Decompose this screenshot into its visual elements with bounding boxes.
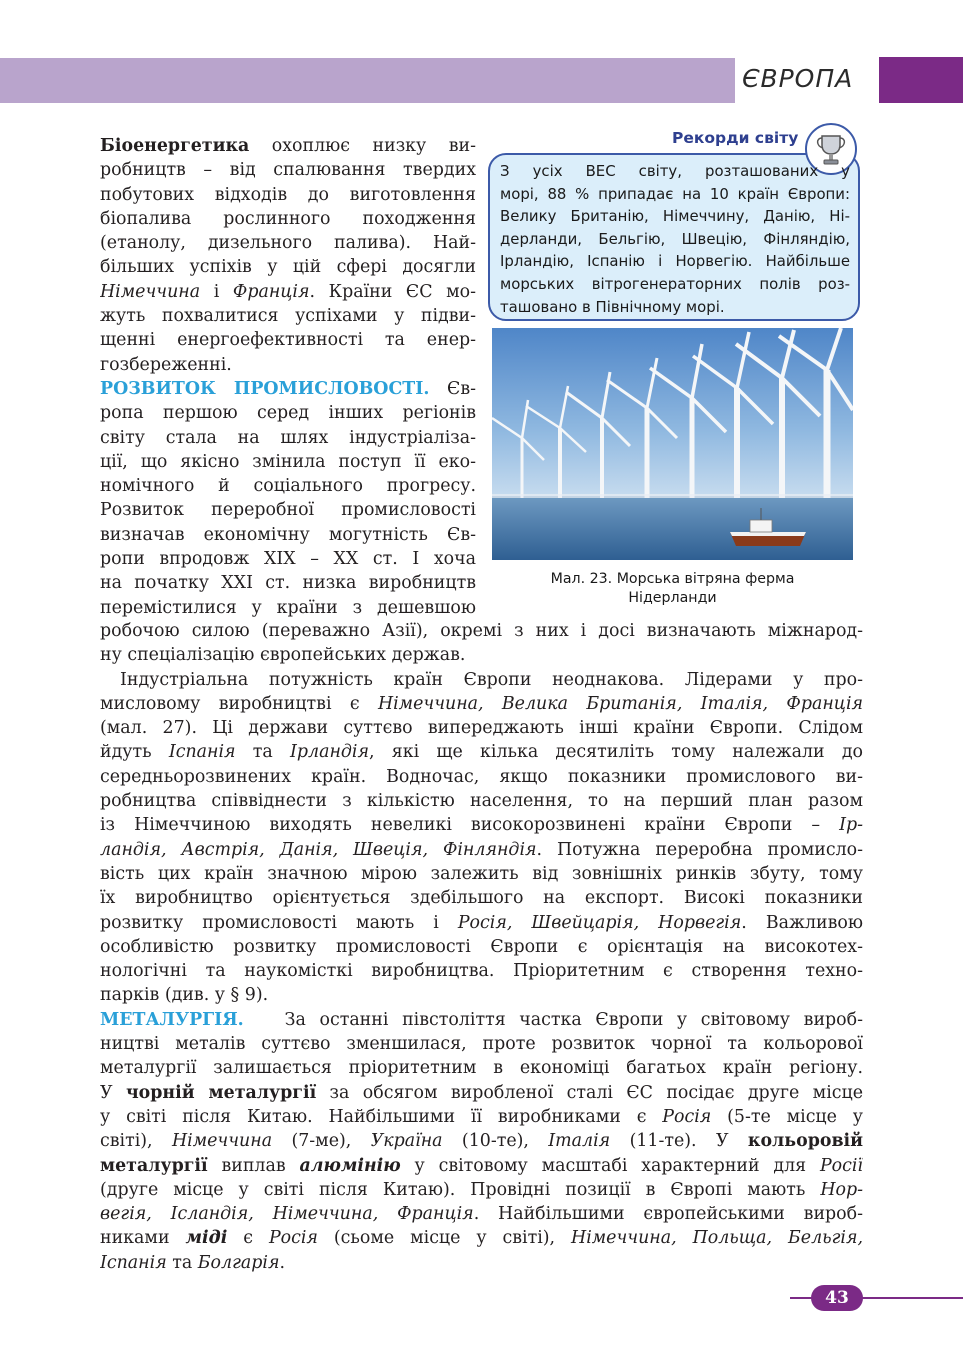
- text-line: нологічні та наукомісткі виробництва. Пріоритетним є створення техно-: [100, 961, 863, 982]
- main-text: [100, 619, 863, 1275]
- text-line: ропа першою серед інших регіонів: [100, 403, 476, 424]
- text-line: на початку XXI ст. низка виробництв: [100, 573, 476, 594]
- records-line: морських вітрогенераторних полів роз-: [500, 274, 850, 293]
- text-line: їх виробництво орієнтується здебільшого на експорт. Високі показники: [100, 888, 863, 909]
- text-line: світу стала на шлях індустріаліза-: [100, 427, 476, 448]
- text-line: ландія, Австрія, Данія, Швеція, Фінляндія. Потужна переробна промисло-: [100, 839, 863, 860]
- text-line: РОЗВИТОК ПРОМИСЛОВОСТІ. Єв-: [100, 378, 476, 399]
- text-line: вість цих країн значною мірою залежить від зовнішніх ринків збуту, тому: [100, 863, 863, 884]
- records-line: Велику Британію, Німеччину, Данію, Ні-: [500, 207, 850, 226]
- text-line: особливістю розвитку промисловості Європи є орієнтація на високотех-: [100, 936, 863, 957]
- text-line: ництві металів суттєво зменшилася, проте розвиток чорної та кольорової: [100, 1034, 863, 1055]
- text-line: МЕТАЛУРГІЯ. За останні півстоліття частка Європи у світовому вироб-: [100, 1009, 863, 1030]
- text-line: із Німеччиною виходять невеликі високорозвинені країни Європи – Ір-: [100, 815, 863, 836]
- text-line: визначав економічну могутність Єв-: [100, 524, 476, 545]
- records-line: З усіх ВЕС світу, розташованих у: [500, 162, 850, 180]
- text-line: жуть похвалитися успіхами у підви-: [100, 306, 476, 327]
- text-line: середньорозвинених країн. Водночас, якщо показники промислового ви-: [100, 766, 863, 787]
- text-line: ропи впродовж XIX – XX ст. І хоча: [100, 549, 476, 570]
- header-accent-block: [879, 57, 963, 103]
- text-line: Іспанія та Болгарія.: [100, 1252, 286, 1273]
- text-line: перемістилися у країни з дешевшою: [100, 597, 476, 618]
- text-line: парків (див. у § 9).: [100, 985, 269, 1006]
- text-line: щенні енергоефективності та енер-: [100, 330, 476, 351]
- text-line: робництв – від спалювання твердих: [100, 160, 476, 181]
- text-line: металургії виплав алюмінію у світовому масштабі характерний для Росії: [100, 1155, 863, 1176]
- text-line: никами міді є Росія (сьоме місце у світі), Німеччина, Польща, Бельгія,: [100, 1228, 863, 1249]
- records-line: Ірландію, Іспанію і Норвегію. Найбільше: [500, 252, 850, 271]
- left-column-text: [100, 134, 476, 620]
- text-line: побутових відходів до виготовлення: [100, 184, 476, 205]
- caption-line: Нідерланди: [628, 590, 717, 606]
- records-line: дерланди, Бельгію, Швецію, Фінляндію,: [500, 229, 850, 248]
- text-line: У чорній металургії за обсягом виробленої сталі ЄС посідає друге місце: [100, 1082, 863, 1103]
- text-line: (друге місце у світі після Китаю). Провідні позиції в Європі мають Нор-: [100, 1179, 863, 1200]
- text-line: (етанолу, дизельного палива). Най-: [100, 233, 476, 254]
- text-line: Індустріальна потужність країн Європи неоднакова. Лідерами у про-: [120, 669, 863, 690]
- records-title: Рекорди світу: [672, 129, 799, 147]
- text-line: (мал. 27). Ці держави суттєво випереджають інші країни Європи. Слідом: [100, 718, 863, 739]
- term-bioenergy: Біоенергетика: [100, 136, 250, 156]
- text-line: ну спеціалізацію європейських держав.: [100, 645, 466, 666]
- caption-line: Мал. 23. Морська вітряна ферма: [550, 571, 795, 587]
- text-line: робочою силою (переважно Азії), окремі з них і досі визначають міжнарод-: [100, 621, 863, 641]
- text-line: робництва співвіднести з кількістю населення, то на перший план разом: [100, 791, 863, 812]
- text-line: у світі після Китаю. Найбільшими її виробниками є Росія (5-те місце у: [100, 1106, 863, 1127]
- text-line: біопалива рослинного походження: [100, 208, 476, 229]
- text-line: гозбереженні.: [100, 354, 232, 375]
- section-heading-industry: РОЗВИТОК ПРОМИСЛОВОСТІ.: [100, 378, 430, 399]
- header-band: [0, 58, 735, 103]
- section-heading-metallurgy: МЕТАЛУРГІЯ.: [100, 1009, 244, 1030]
- text-line: Розвиток переробної промисловості: [100, 500, 476, 521]
- wind-farm-photo: [492, 328, 853, 560]
- page-number: 43: [825, 1288, 849, 1308]
- text-line: мисловому виробництві є Німеччина, Велика Британія, Італія, Франція: [100, 693, 863, 714]
- text-line: йдуть Іспанія та Ірландія, які ще кілька десятиліть тому належали до: [100, 742, 863, 763]
- text-line: світі), Німеччина (7-ме), Україна (10-те), Італія (11-те). У кольоровій: [100, 1131, 863, 1152]
- text-line: більших успіхів у цій сфері досягли: [100, 257, 476, 278]
- figure-caption: [500, 570, 845, 608]
- text-line: Біоенергетика охоплює низку ви-: [100, 136, 476, 156]
- text-line: ції, що якісно змінила поступ її еко-: [100, 451, 476, 472]
- text-line: металургії залишається пріоритетним в економіці багатьох країн регіону.: [100, 1058, 863, 1079]
- records-line: морі, 88 % припадає на 10 країн Європи:: [500, 184, 850, 203]
- records-line: ташовано в Північному морі.: [500, 297, 725, 316]
- records-text: [500, 160, 850, 318]
- text-line: номічного й соціального прогресу.: [100, 476, 476, 497]
- chapter-title: ЄВРОПА: [742, 64, 854, 93]
- text-line: розвитку промисловості мають і Росія, Швейцарія, Норвегія. Важливою: [100, 912, 863, 933]
- text-line: вегія, Ісландія, Німеччина, Франція. Найбільшими європейськими вироб-: [100, 1204, 863, 1225]
- text-line: Німеччина і Франція. Країни ЄС мо-: [100, 281, 476, 302]
